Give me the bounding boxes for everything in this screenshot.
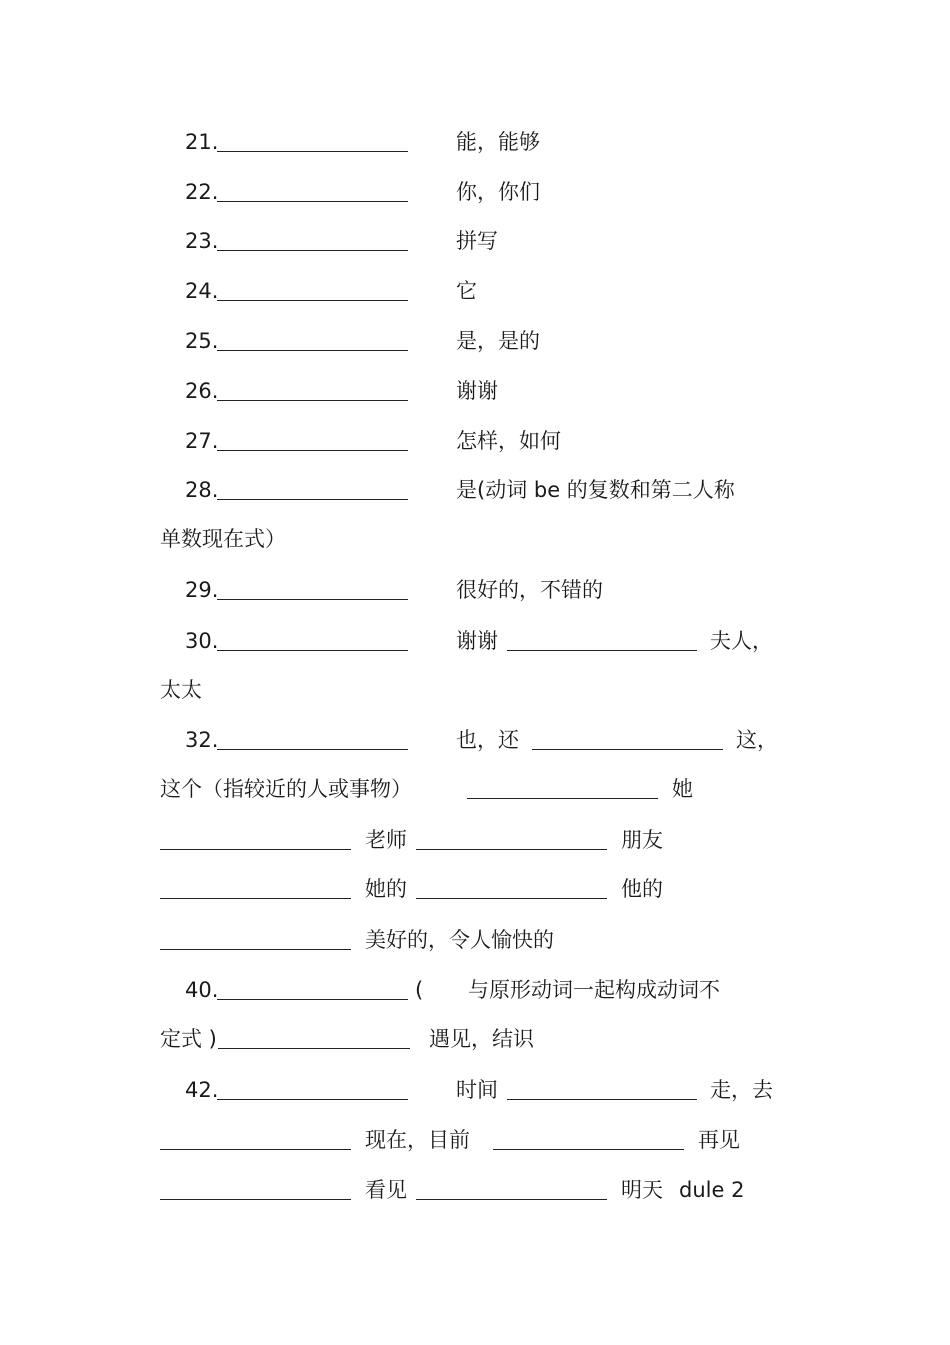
vocab-item-25 <box>0 325 950 357</box>
vocab-item-24 <box>0 275 950 307</box>
answer-blank[interactable] <box>160 924 351 956</box>
item-number: 29. <box>185 578 219 602</box>
answer-blank[interactable] <box>217 474 408 506</box>
answer-blank[interactable] <box>217 375 408 407</box>
item-meaning-continuation: 定式 ) <box>160 1027 217 1051</box>
item-meaning: 怎样，如何 <box>456 429 561 453</box>
answer-blank[interactable] <box>160 1174 351 1206</box>
item-meaning: 这， <box>736 728 778 752</box>
item-meaning: 是(动词 be 的复数和第二人称 <box>456 478 735 502</box>
item-meaning: 很好的，不错的 <box>456 578 603 602</box>
vocab-item-32-continued <box>0 773 950 805</box>
item-meaning: 看见 <box>365 1178 407 1202</box>
item-meaning: 夫人， <box>710 629 773 653</box>
item-meaning: 遇见，结识 <box>429 1027 534 1051</box>
vocab-line <box>0 1124 950 1156</box>
answer-blank[interactable] <box>217 275 408 307</box>
item-number: 28. <box>185 478 219 502</box>
vocab-item-27 <box>0 425 950 457</box>
item-meaning: 老师 <box>365 828 407 852</box>
item-meaning: 她的 <box>365 877 407 901</box>
vocab-item-40 <box>0 974 950 1006</box>
answer-blank[interactable] <box>217 724 408 756</box>
item-number: 21. <box>185 130 219 154</box>
answer-blank[interactable] <box>217 225 408 257</box>
answer-blank[interactable] <box>217 574 408 606</box>
item-number: 27. <box>185 429 219 453</box>
item-meaning-continuation: 太太 <box>160 678 202 702</box>
answer-blank[interactable] <box>217 126 408 158</box>
item-meaning: 朋友 <box>621 828 663 852</box>
vocab-item-22 <box>0 176 950 208</box>
vocab-line <box>0 924 950 956</box>
item-meaning: 拼写 <box>456 229 498 253</box>
vocab-item-21 <box>0 126 950 158</box>
vocab-item-28-continued <box>0 523 950 555</box>
answer-blank[interactable] <box>416 1174 607 1206</box>
vocab-item-30-continued <box>0 674 950 706</box>
item-number: 30. <box>185 629 219 653</box>
item-number: 23. <box>185 229 219 253</box>
answer-blank[interactable] <box>217 425 408 457</box>
trailing-text: dule 2 <box>679 1178 745 1202</box>
item-meaning: 能，能够 <box>456 130 540 154</box>
vocab-item-42 <box>0 1074 950 1106</box>
vocab-line <box>0 873 950 905</box>
item-number: 26. <box>185 379 219 403</box>
vocab-item-40-continued <box>0 1023 950 1055</box>
vocab-item-29 <box>0 574 950 606</box>
item-meaning: 谢谢 <box>456 379 498 403</box>
item-number: 24. <box>185 279 219 303</box>
item-meaning-continuation: 单数现在式） <box>160 527 286 551</box>
item-meaning: 谢谢 <box>456 629 498 653</box>
item-meaning: 她 <box>672 777 693 801</box>
item-meaning: 与原形动词一起构成动词不 <box>468 978 720 1002</box>
item-meaning: 也，还 <box>456 728 519 752</box>
item-meaning: 走，去 <box>710 1078 773 1102</box>
item-meaning: 美好的，令人愉快的 <box>365 928 554 952</box>
open-paren: ( <box>415 978 424 1002</box>
answer-blank[interactable] <box>160 824 351 856</box>
item-meaning: 现在，目前 <box>365 1128 470 1152</box>
answer-blank[interactable] <box>416 873 607 905</box>
item-number: 32. <box>185 728 219 752</box>
answer-blank[interactable] <box>217 176 408 208</box>
vocab-line <box>0 1174 950 1206</box>
answer-blank[interactable] <box>217 1074 408 1106</box>
item-number: 25. <box>185 329 219 353</box>
answer-blank[interactable] <box>507 625 697 657</box>
vocab-item-30 <box>0 625 950 657</box>
answer-blank[interactable] <box>532 724 723 756</box>
vocab-line <box>0 824 950 856</box>
answer-blank[interactable] <box>416 824 607 856</box>
item-meaning: 是，是的 <box>456 329 540 353</box>
answer-blank[interactable] <box>218 1023 410 1055</box>
item-meaning-continuation: 这个（指较近的人或事物） <box>160 777 412 801</box>
vocab-item-26 <box>0 375 950 407</box>
item-meaning: 你，你们 <box>456 180 540 204</box>
answer-blank[interactable] <box>217 625 408 657</box>
item-number: 22. <box>185 180 219 204</box>
item-number: 42. <box>185 1078 219 1102</box>
item-meaning: 它 <box>456 279 477 303</box>
answer-blank[interactable] <box>493 1124 684 1156</box>
vocab-item-32 <box>0 724 950 756</box>
vocab-item-28 <box>0 474 950 506</box>
item-meaning: 明天 <box>621 1178 663 1202</box>
answer-blank[interactable] <box>160 1124 351 1156</box>
item-number: 40. <box>185 978 219 1002</box>
answer-blank[interactable] <box>160 873 351 905</box>
vocab-item-23 <box>0 225 950 257</box>
answer-blank[interactable] <box>217 974 408 1006</box>
answer-blank[interactable] <box>217 325 408 357</box>
answer-blank[interactable] <box>507 1074 697 1106</box>
answer-blank[interactable] <box>467 773 658 805</box>
item-meaning: 他的 <box>621 877 663 901</box>
item-meaning: 再见 <box>698 1128 740 1152</box>
item-meaning: 时间 <box>456 1078 498 1102</box>
